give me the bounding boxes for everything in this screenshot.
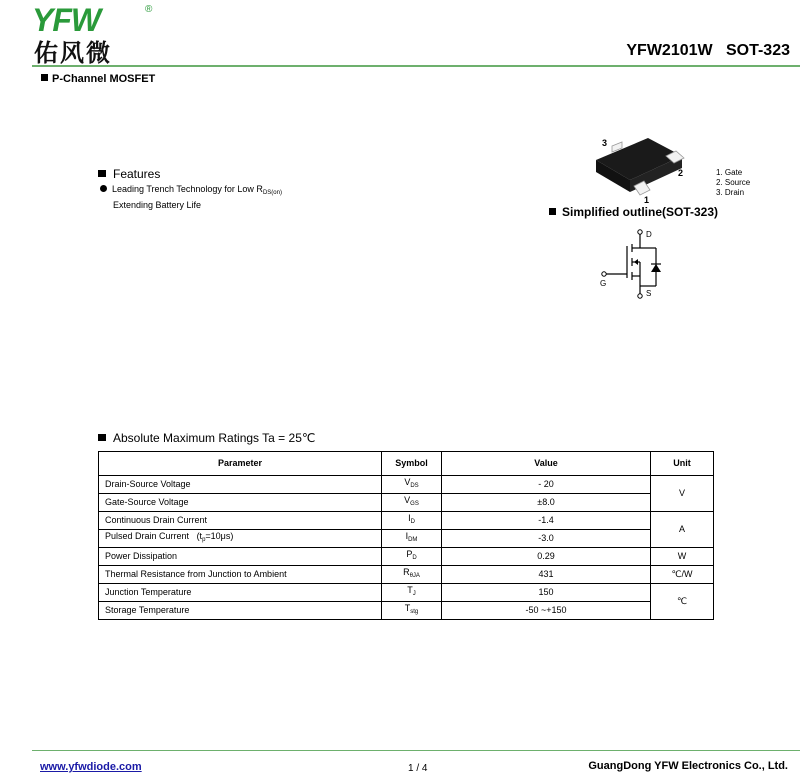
page-number: 1 / 4 — [408, 763, 428, 774]
gate-label: G — [600, 279, 607, 288]
table-row — [99, 566, 714, 584]
package-name: SOT-323 — [725, 42, 790, 59]
symbol-cell: $V_{GS}$ — [382, 494, 442, 512]
table-header-row — [99, 452, 714, 476]
website-link[interactable]: www.yfwdiode.com — [40, 761, 142, 773]
feature-subscript: DS(on) — [262, 190, 282, 196]
value-cell: ±8.0 — [442, 494, 651, 512]
column-header: Value — [442, 452, 651, 476]
symbol-cell: $P_D$ — [382, 548, 442, 566]
parameter-cell: Junction Temperature — [99, 584, 382, 602]
company-logo — [32, 2, 160, 67]
pin-list-item: 3. Drain — [716, 188, 745, 197]
footer-divider — [32, 750, 800, 751]
parameter-cell: Storage Temperature — [99, 602, 382, 620]
table-row — [99, 584, 714, 602]
parameter-cell: Drain-Source Voltage — [99, 476, 382, 494]
pin-2-label: 2 — [678, 168, 684, 178]
value-cell: - 20 — [442, 476, 651, 494]
value-cell: -1.4 — [442, 512, 651, 530]
table-row — [99, 602, 714, 620]
symbol-cell: $R_{\theta JA}$ — [382, 566, 442, 584]
unit-cell: V — [651, 476, 714, 512]
pin-3-label: 3 — [602, 138, 608, 148]
table-row — [99, 494, 714, 512]
parameter-cell: Continuous Drain Current — [99, 512, 382, 530]
table-row — [99, 512, 714, 530]
symbol-cell: $I_D$ — [382, 512, 442, 530]
column-header: Symbol — [382, 452, 442, 476]
pin-list-item: 1. Gate — [716, 168, 743, 177]
parameter-cell: Gate-Source Voltage — [99, 494, 382, 512]
product-type: P-Channel MOSFET — [41, 73, 155, 85]
table-row — [99, 476, 714, 494]
bullet-icon — [100, 185, 107, 192]
table-row — [99, 548, 714, 566]
company-name: GuangDong YFW Electronics Co., Ltd. — [588, 760, 788, 772]
symbol-cell: $T_{stg}$ — [382, 602, 442, 620]
header-divider — [32, 65, 800, 67]
parameter-cell: Power Dissipation — [99, 548, 382, 566]
drain-label: D — [646, 230, 652, 239]
logo-chinese-name: 佑风微 — [34, 39, 112, 67]
feature-item — [100, 183, 380, 211]
symbol-cell: $T_J$ — [382, 584, 442, 602]
symbol-cell: $V_{DS}$ — [382, 476, 442, 494]
value-cell: -3.0 — [442, 530, 651, 548]
table-row — [99, 530, 714, 548]
unit-cell: ℃/W — [651, 566, 714, 584]
value-cell: 431 — [442, 566, 651, 584]
value-cell: 0.29 — [442, 548, 651, 566]
unit-cell: ℃ — [651, 584, 714, 620]
value-cell: 150 — [442, 584, 651, 602]
column-header: Unit — [651, 452, 714, 476]
pin-1-label: 1 — [644, 195, 650, 205]
ratings-table — [98, 451, 714, 620]
logo-letters: YFW — [32, 2, 101, 38]
source-label: S — [646, 289, 652, 298]
symbol-cell: $I_{DM}$ — [382, 530, 442, 548]
value-cell: -50 ~+150 — [442, 602, 651, 620]
features-heading: Features — [98, 167, 160, 181]
registered-mark: ® — [145, 4, 153, 15]
unit-cell: W — [651, 548, 714, 566]
outline-caption: Simplified outline(SOT-323) — [549, 205, 718, 219]
part-number: YFW2101W — [626, 42, 713, 59]
sot323-package-illustration — [590, 130, 700, 208]
feature-line-2: Extending Battery Life — [113, 200, 202, 210]
pin-list — [716, 168, 750, 198]
parameter-cell: Thermal Resistance from Junction to Ambient — [99, 566, 382, 584]
parameter-cell: Pulsed Drain Current $(t_p=10\mu s)$ — [99, 530, 382, 548]
pin-list-item: 2. Source — [716, 178, 751, 187]
ratings-heading: Absolute Maximum Ratings Ta = 25℃ — [98, 431, 315, 445]
document-title — [626, 42, 790, 60]
column-header: Parameter — [99, 452, 382, 476]
feature-line-1: Leading Trench Technology for Low R — [112, 184, 263, 194]
mosfet-schematic-symbol — [596, 228, 676, 300]
unit-cell: A — [651, 512, 714, 548]
